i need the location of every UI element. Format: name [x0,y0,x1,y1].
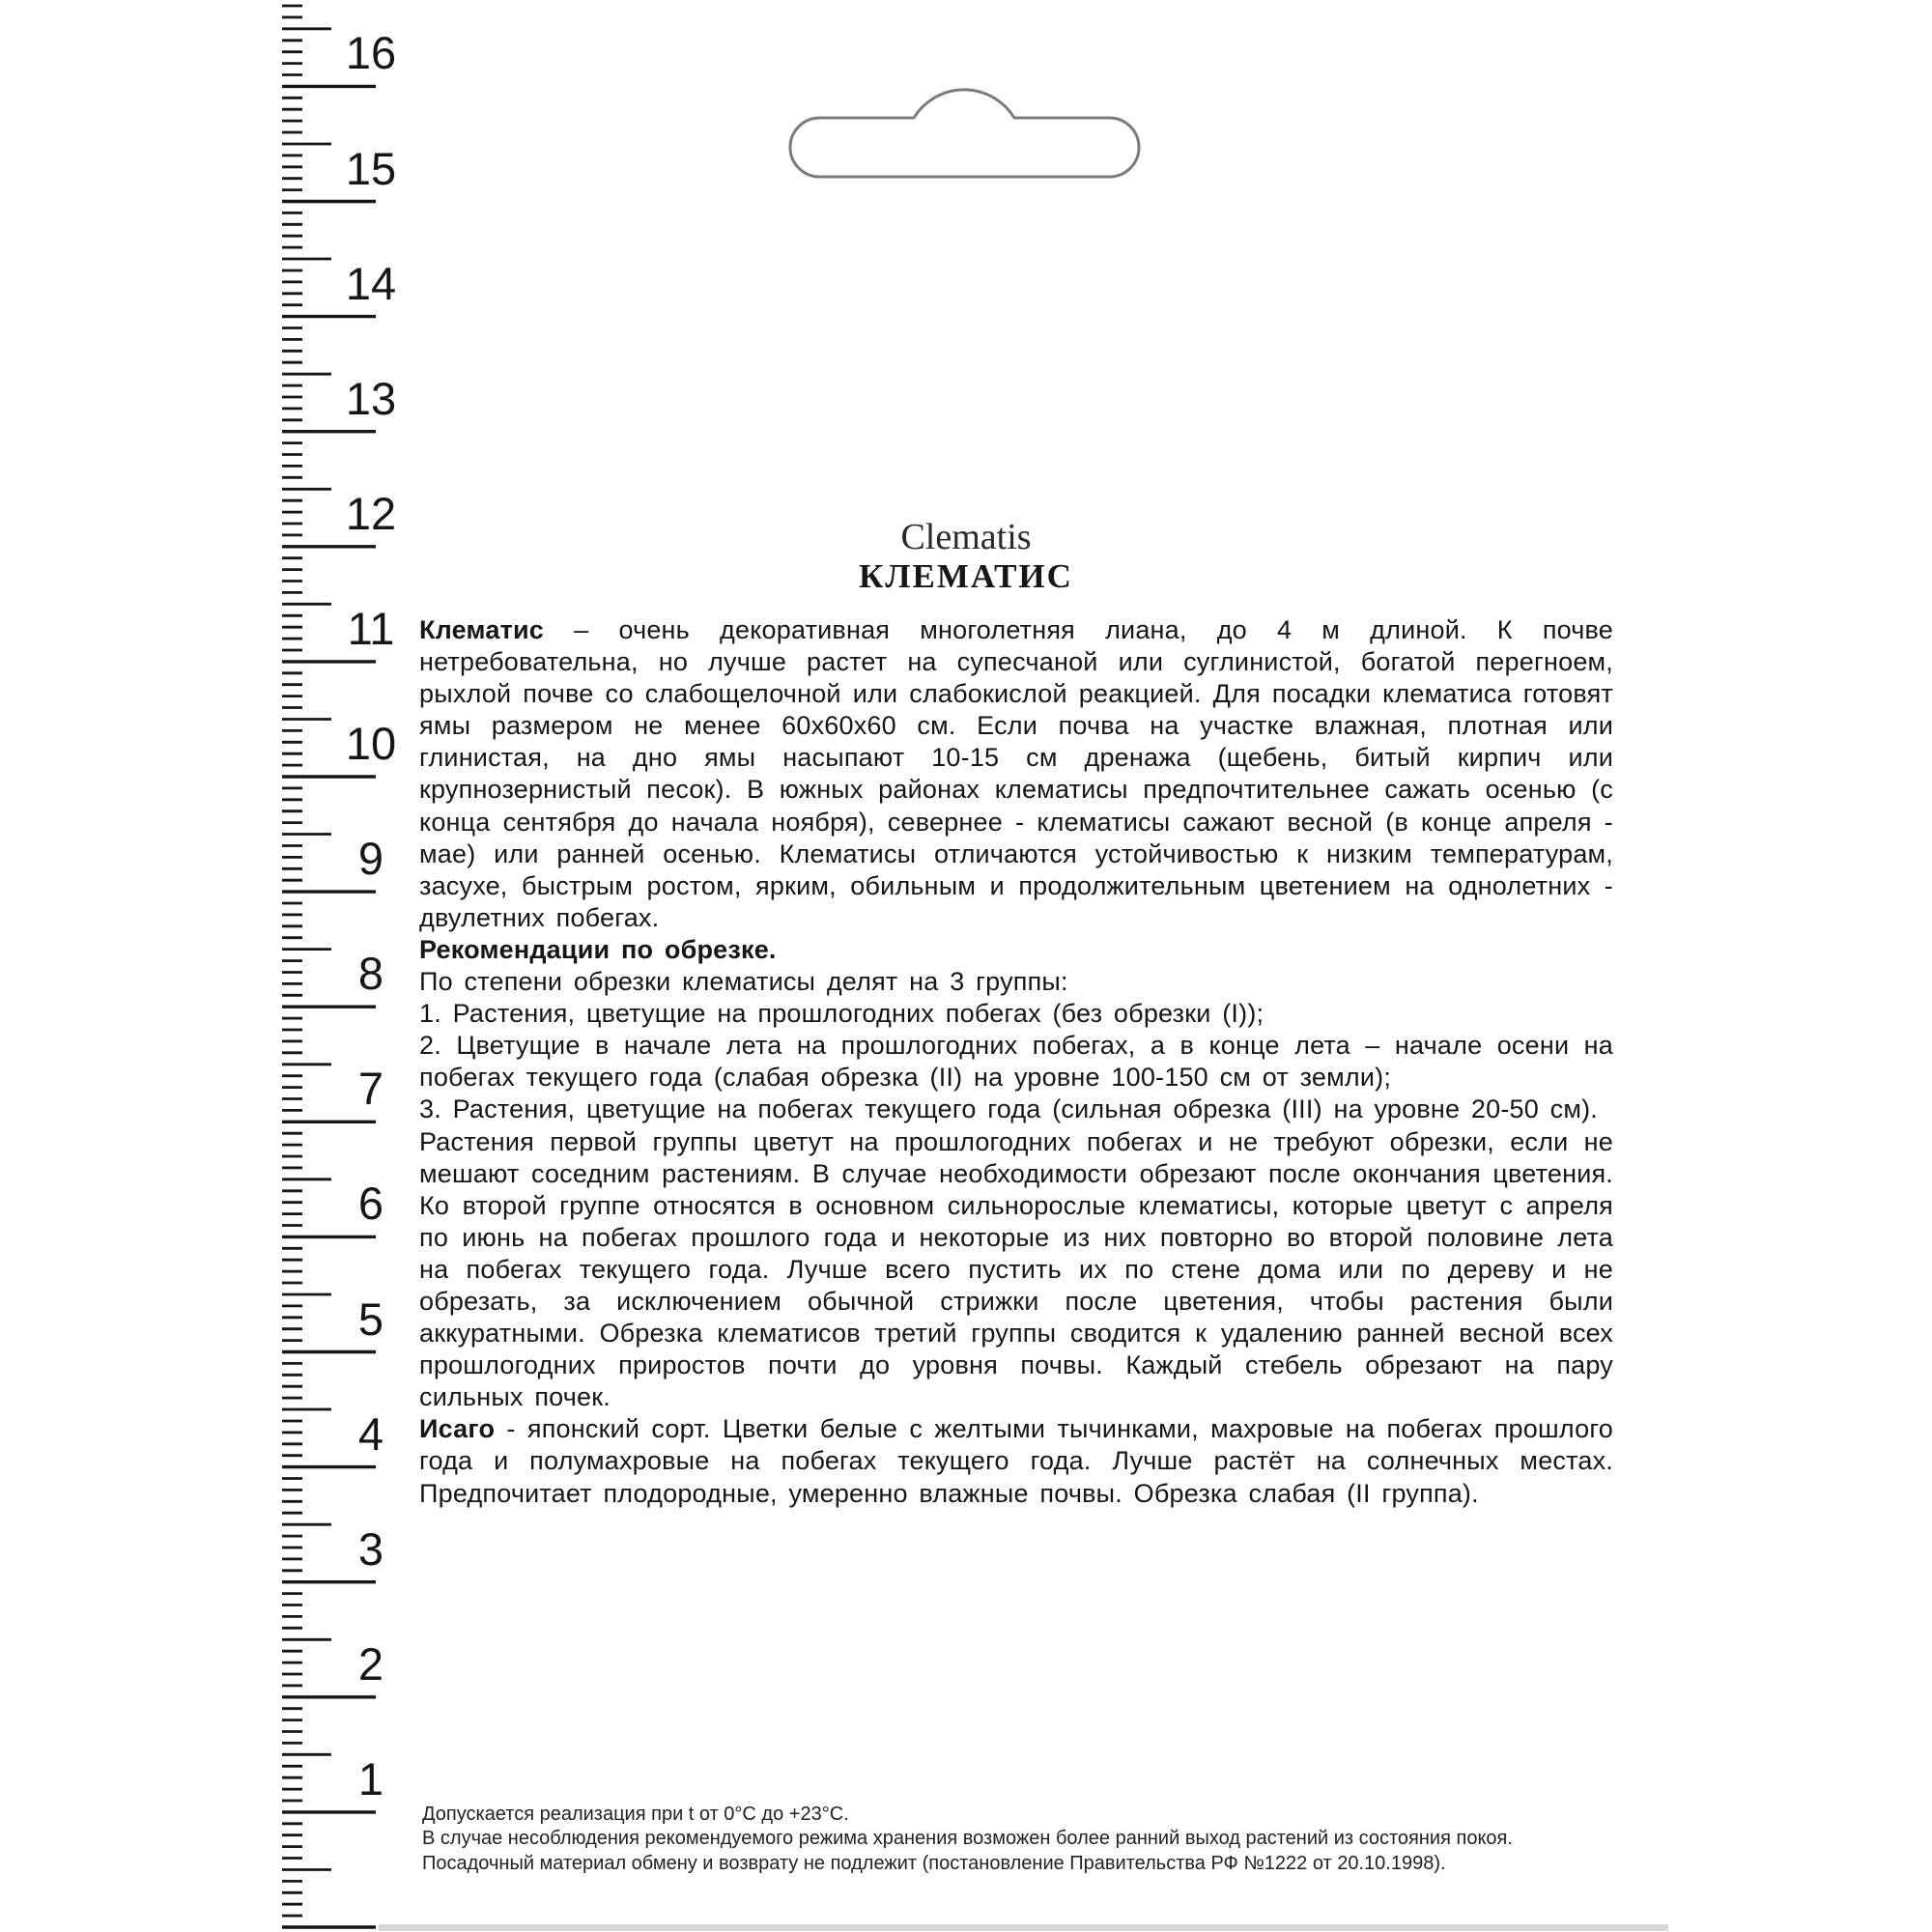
ruler-number: 2 [357,1638,384,1690]
pruning-intro: По степени обрезки клематисы делят на 3 группы: [419,967,1068,997]
ruler-number: 16 [345,27,397,78]
paragraph-lead: Клематис [419,615,545,644]
pruning-group-1: 1. Растения, цветущие на прошлогодних побегах (без обрезки (I)); [419,999,1264,1029]
title-russian: КЛЕМАТИС [859,557,1073,595]
paragraph-lead: Рекомендации по обрезке. [419,934,777,964]
ruler-number: 7 [357,1063,384,1114]
footer-line: Допускается реализация при t от 0°С до +23°С. [422,1804,849,1825]
pruning-details: Растения первой группы цветут на прошлогодних побегах и не требуют обрезки, если не мешают соседним растениям. В случае необходимости обрезают после окончания цветения. Ко второй группе относятся в основном сильнорослые клематисы, которые цветут с апреля по июнь на побегах прошлого года и некоторые из них повторно во второй половине лета на побегах текущего года. Лучше всего пустить их по стене дома или по дереву и не обрезать, за исключением обычной стрижки после цветения, чтобы растения были аккуратными. Обрезка клематисов третий группы сводится к удалению ранней весной всех прошлогодних приростов почти до уровня почвы. Каждый стебель обрезают на пару сильных почек. [419,1126,1613,1412]
ruler-number: 15 [345,143,397,194]
variety-paragraph: Исаго - японский сорт. Цветки белые с желтыми тычинками, махровые на побегах прошлого года и полумахровые на побегах текущего года. Лучше растёт на солнечных местах. Предпочитает плодородные, умеренно влажные почвы. Обрезка слабая (II группа). [419,1414,1613,1508]
footer-line: В случае несоблюдения рекомендуемого режима хранения возможен более ранний выход растений из состояния покоя. [422,1828,1513,1850]
ruler-number: 14 [345,258,397,309]
pruning-group-3: 3. Растения, цветущие на побегах текущего года (сильная обрезка (III) на уровне 20-50 см). [419,1094,1599,1124]
footer-line: Посадочный материал обмену и возврату не подлежит (постановление Правительства РФ №1222 от 20.10.1998). [422,1852,1446,1874]
bottom-edge-bar [379,1924,1668,1931]
pruning-group-2: 2. Цветущие в начале лета на прошлогодних побегах, а в конце лета – начале осени на побегах текущего года (слабая обрезка (II) на уровне 100-150 см от земли); [419,1031,1613,1093]
hang-tab-cutout [773,77,1159,193]
intro-paragraph: Клематис – очень декоративная многолетняя лиана, до 4 м длиной. К почве нетребовательна, но лучше растет на супесчаной или суглинистой, богатой перегноем, рыхлой почве со слабощелочной или слабокислой реакцией. Для посадки клематиса готовят ямы размером не менее 60х60х60 см. Если почва на участке влажная, плотная или глинистая, на дно ямы насыпают 10-15 см дренажа (щебень, битый кирпич или крупнозернистый песок). В южных районах клематисы предпочтительнее сажать осенью (с конца сентября до начала ноября), севернее - клематисы сажают весной (в конце апреля - мае) или ранней осенью. Клематисы отличаются устойчивостью к низким температурам, засухе, быстрым ростом, ярким, обильным и продолжительным цветением на однолетних - двулетних побегах. [419,615,1613,932]
ruler-number: 11 [347,603,395,654]
ruler-number: 4 [357,1408,384,1460]
ruler-number: 13 [345,373,397,424]
footer-disclaimer [422,1803,1678,1876]
ruler-number: 1 [357,1753,384,1804]
title-latin: Clematis [900,517,1032,557]
body-text [419,614,1613,1510]
ruler-number: 9 [357,833,384,884]
hang-tab-outline [790,90,1139,177]
ruler-number: 10 [345,718,397,769]
ruler-number: 8 [357,948,384,999]
ruler-number: 12 [345,488,397,539]
pruning-heading [419,934,1613,966]
ruler-number: 3 [357,1523,384,1575]
ruler-number: 6 [357,1178,384,1229]
paragraph-lead: Исаго [419,1414,496,1444]
ruler-number: 5 [357,1293,384,1345]
